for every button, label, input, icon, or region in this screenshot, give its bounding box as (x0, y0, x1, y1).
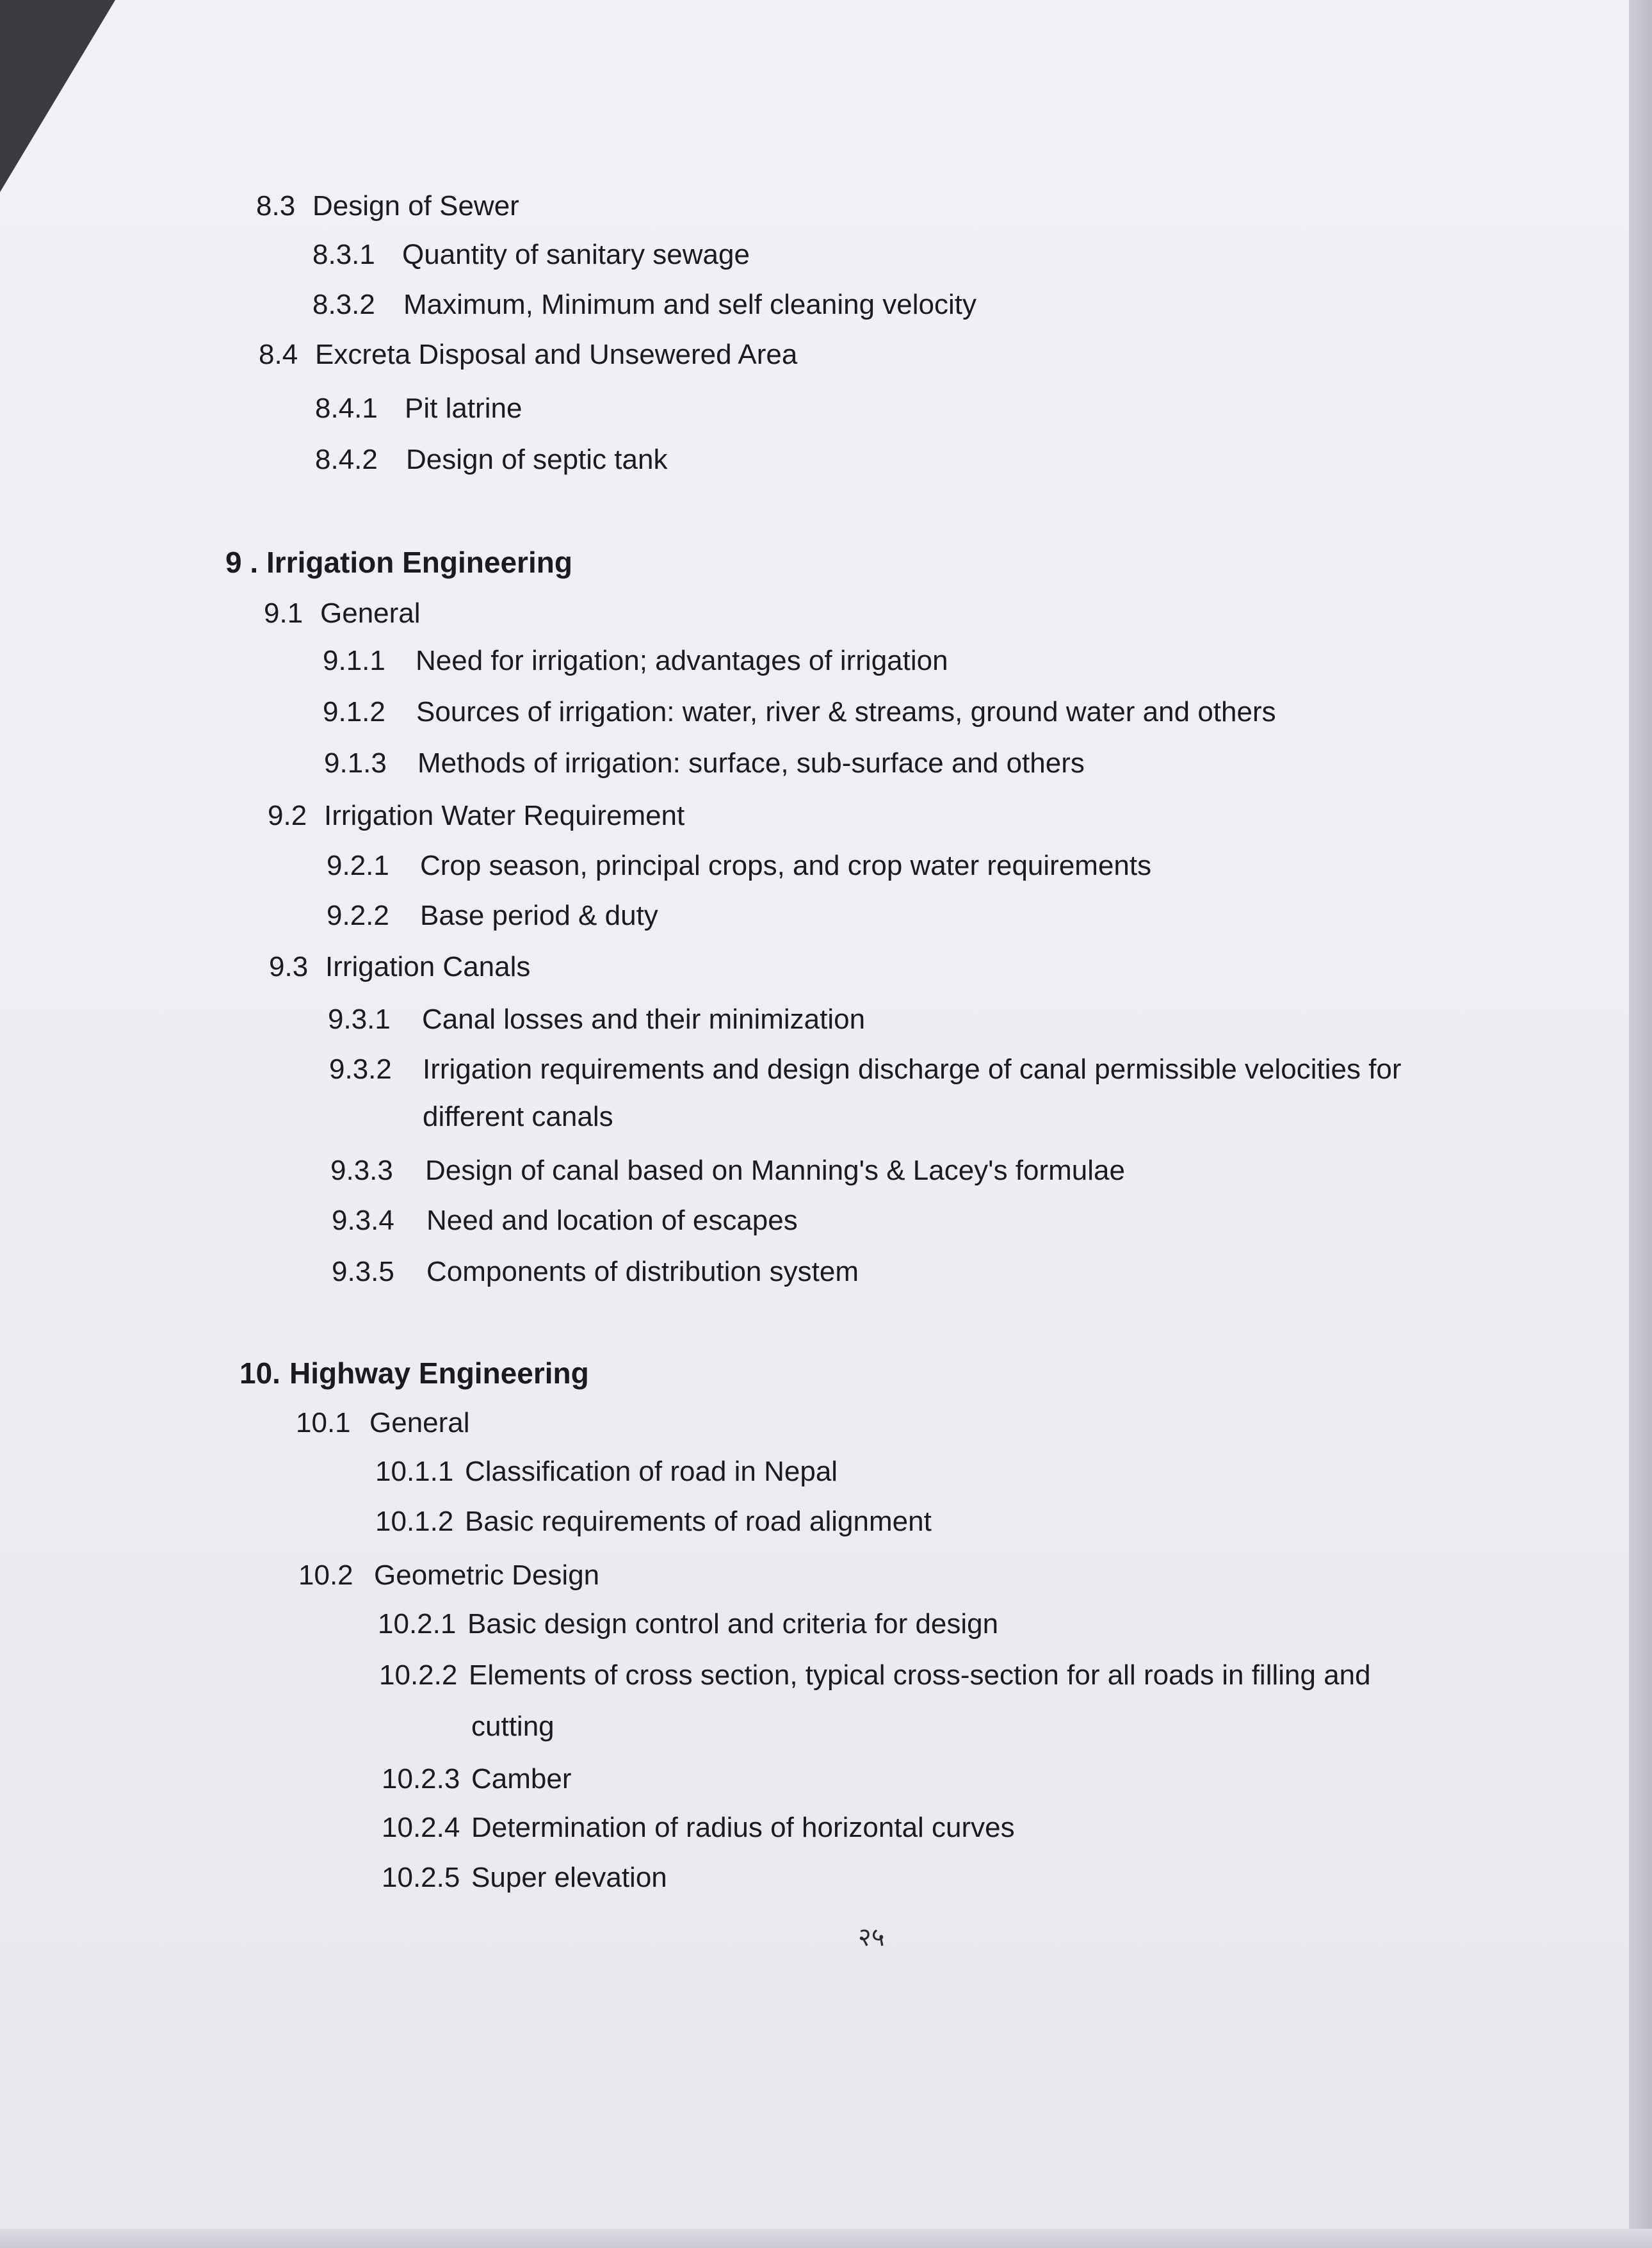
page-number: २५ (858, 1923, 885, 1952)
heading-8-3: 8.3 Design of Sewer (256, 190, 519, 222)
item-9-1-3: 9.1.3 Methods of irrigation: surface, sub-surface and others (324, 747, 1085, 779)
heading-9-2: 9.2 Irrigation Water Requirement (268, 800, 685, 831)
item-10-2-1: 10.2.1 Basic design control and criteria for design (378, 1608, 999, 1640)
item-10-2-5: 10.2.5 Super elevation (382, 1862, 667, 1893)
item-9-3-3: 9.3.3 Design of canal based on Manning's & Lacey's formulae (330, 1155, 1125, 1186)
item-9-1-1: 9.1.1 Need for irrigation; advantages of irrigation (323, 645, 948, 676)
item-10-2-2: 10.2.2 Elements of cross section, typical cross-section for all roads in filling and (379, 1659, 1371, 1691)
item-9-3-2-continued: different canals (423, 1101, 613, 1132)
heading-9-3: 9.3 Irrigation Canals (269, 951, 531, 982)
item-10-1-1: 10.1.1 Classification of road in Nepal (375, 1456, 838, 1487)
item-8-3-2: 8.3.2 Maximum, Minimum and self cleaning velocity (312, 289, 976, 320)
item-9-3-4: 9.3.4 Need and location of escapes (332, 1205, 798, 1236)
page-edge-bottom (0, 2229, 1652, 2248)
item-9-3-5: 9.3.5 Components of distribution system (332, 1256, 859, 1287)
item-9-1-2: 9.1.2 Sources of irrigation: water, river & streams, ground water and others (323, 696, 1276, 728)
chapter-10-heading: 10. Highway Engineering (239, 1356, 589, 1390)
heading-9-1: 9.1 General (264, 598, 421, 629)
item-8-4-2: 8.4.2 Design of septic tank (315, 444, 668, 475)
folded-corner (0, 0, 115, 192)
item-9-2-1: 9.2.1 Crop season, principal crops, and crop water requirements (327, 850, 1152, 881)
item-8-3-1: 8.3.1 Quantity of sanitary sewage (312, 239, 750, 270)
item-10-1-2: 10.1.2 Basic requirements of road alignment (375, 1506, 932, 1537)
chapter-9-heading: 9 . Irrigation Engineering (225, 546, 572, 579)
item-10-2-2-continued: cutting (471, 1711, 555, 1742)
item-9-3-1: 9.3.1 Canal losses and their minimization (328, 1004, 866, 1035)
heading-8-4: 8.4 Excreta Disposal and Unsewered Area (259, 339, 798, 370)
page-edge-right (1629, 0, 1652, 2248)
item-9-3-2: 9.3.2 Irrigation requirements and design discharge of canal permissible velocities for (329, 1054, 1402, 1085)
item-8-4-1: 8.4.1 Pit latrine (315, 393, 522, 424)
item-10-2-3: 10.2.3 Camber (382, 1763, 572, 1795)
heading-10-2: 10.2 Geometric Design (298, 1560, 600, 1591)
item-10-2-4: 10.2.4 Determination of radius of horizontal curves (382, 1812, 1015, 1843)
heading-10-1: 10.1 General (296, 1407, 470, 1438)
item-9-2-2: 9.2.2 Base period & duty (327, 900, 658, 931)
